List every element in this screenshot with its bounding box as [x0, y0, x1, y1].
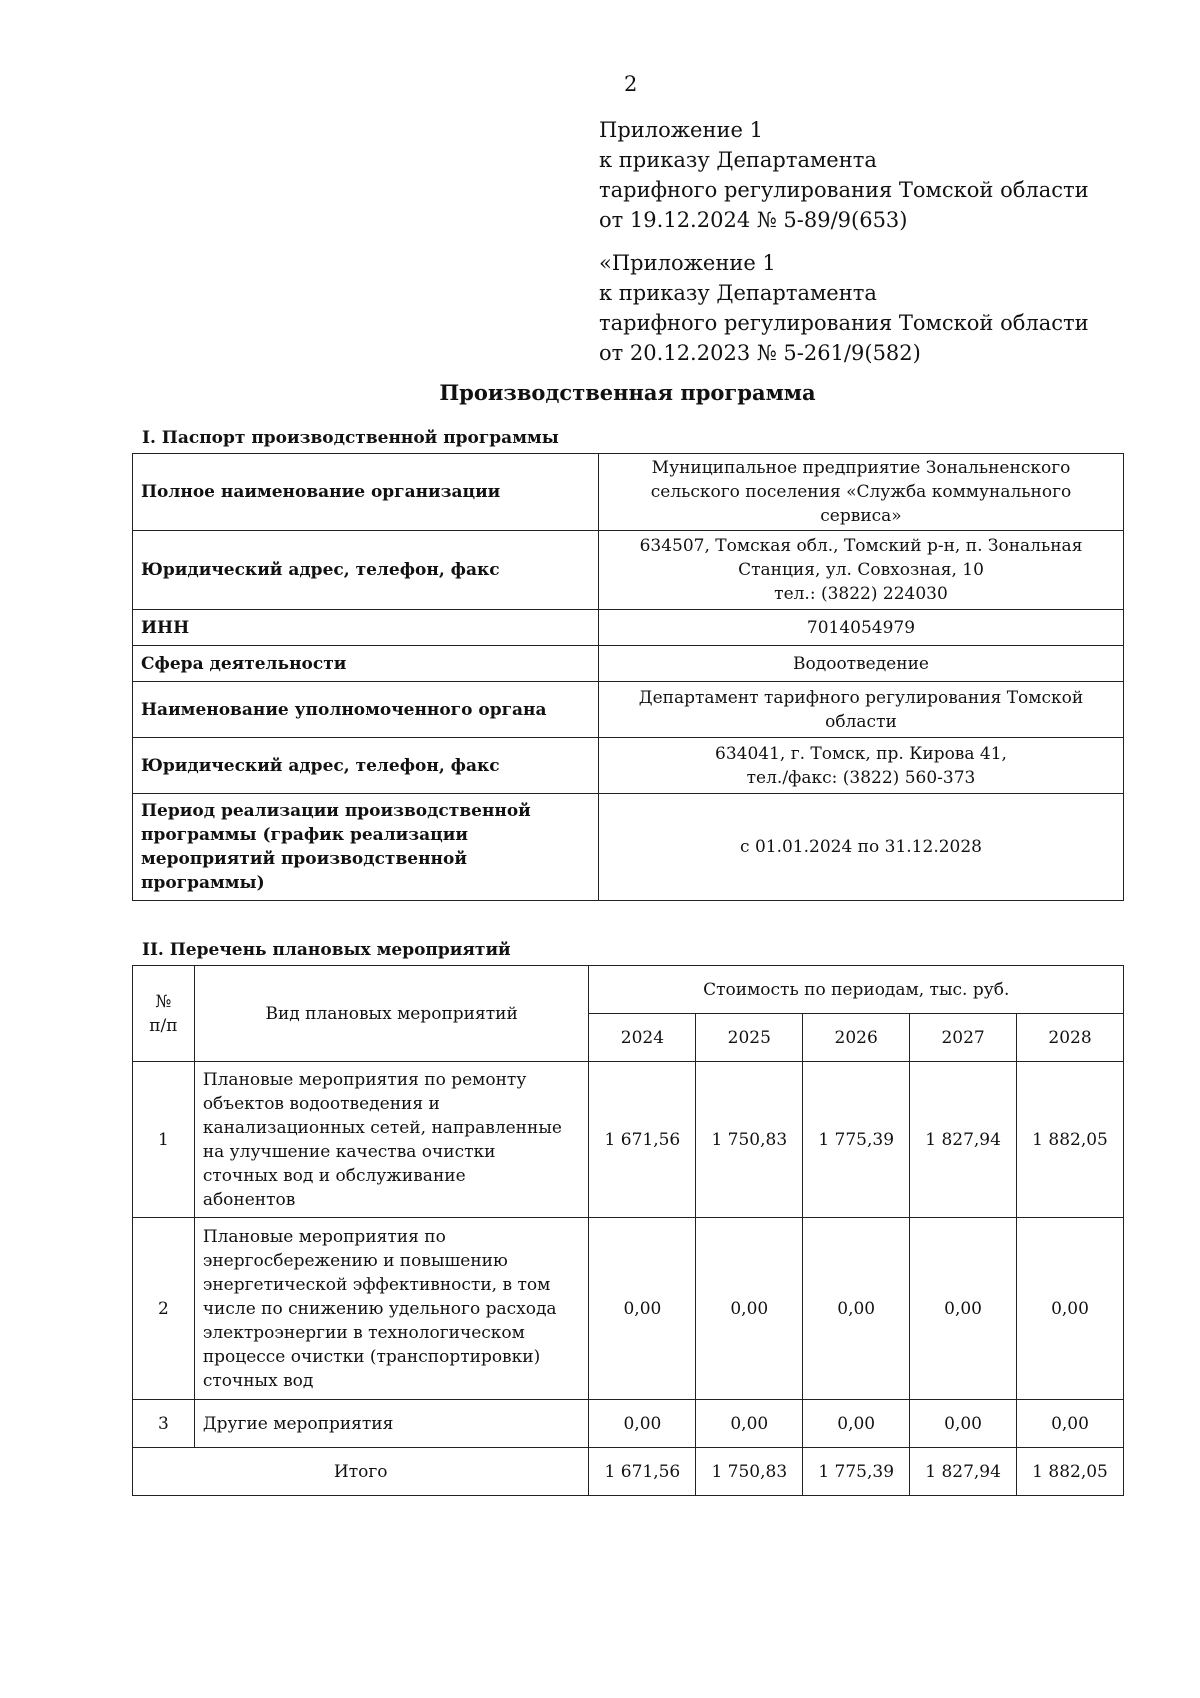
row-value — [599, 682, 1124, 738]
value-line: тел./факс: (3822) 560-373 — [746, 767, 976, 788]
value-line: 7014054979 — [806, 617, 916, 638]
appendix-line: к приказу Департамента — [599, 281, 877, 305]
row-number: 2 — [133, 1218, 195, 1400]
value-line: с 01.01.2024 по 31.12.2028 — [740, 837, 982, 857]
year-header: 2028 — [1017, 1014, 1124, 1062]
total-label: Итого — [133, 1448, 589, 1496]
desc-line: энергетической эффективности, в том — [202, 1274, 551, 1295]
table-row — [133, 646, 1124, 682]
value-line: Департамент тарифного регулирования Томской — [638, 687, 1084, 708]
appendix-line: тарифного регулирования Томской области — [599, 311, 1089, 335]
cost-value: 0,00 — [910, 1400, 1017, 1448]
value-line: сервиса» — [820, 506, 902, 526]
label-line: Период реализации производственной — [141, 801, 531, 821]
year-header: 2025 — [696, 1014, 803, 1062]
table-row — [133, 738, 1124, 794]
total-row — [133, 1448, 1124, 1496]
year-header: 2024 — [589, 1014, 696, 1062]
cost-value: 1 882,05 — [1017, 1062, 1124, 1218]
appendix-line: от 19.12.2024 № 5-89/9(653) — [599, 208, 908, 232]
table-row — [133, 531, 1124, 610]
passport-section-title: I. Паспорт производственной программы — [142, 428, 559, 448]
cost-value: 1 827,94 — [910, 1062, 1017, 1218]
cost-value: 1 775,39 — [803, 1062, 910, 1218]
value-line: 634041, г. Томск, пр. Кирова 41, — [715, 743, 1007, 764]
value-line: области — [825, 711, 897, 732]
cost-header: Стоимость по периодам, тыс. руб. — [589, 966, 1124, 1014]
cost-value: 0,00 — [803, 1218, 910, 1400]
value-line: Станция, ул. Совхозная, 10 — [738, 560, 984, 580]
cost-value: 1 671,56 — [589, 1062, 696, 1218]
header-line: п/п — [149, 1015, 178, 1036]
total-value: 1 671,56 — [589, 1448, 696, 1496]
appendix-line: к приказу Департамента — [599, 148, 877, 172]
cost-value: 0,00 — [1017, 1218, 1124, 1400]
row-label: Юридический адрес, телефон, факс — [133, 531, 599, 610]
appendix-line: тарифного регулирования Томской области — [599, 178, 1089, 202]
row-number: 3 — [133, 1400, 195, 1448]
label-line: мероприятий производственной — [141, 849, 467, 869]
year-header: 2027 — [910, 1014, 1017, 1062]
row-value — [599, 610, 1124, 646]
year-header: 2026 — [803, 1014, 910, 1062]
value-line: Муниципальное предприятие Зональненского — [651, 458, 1071, 478]
appendix-line: Приложение 1 — [599, 118, 763, 142]
row-value — [599, 531, 1124, 610]
total-value: 1 750,83 — [696, 1448, 803, 1496]
value-line: сельского поселения «Служба коммунального — [650, 482, 1072, 502]
measures-table — [132, 965, 1124, 1496]
value-line: Водоотведение — [793, 653, 929, 674]
table-row — [133, 682, 1124, 738]
cost-value: 0,00 — [1017, 1400, 1124, 1448]
row-label: Полное наименование организации — [133, 454, 599, 531]
table-row — [133, 1062, 1124, 1218]
cost-value: 0,00 — [589, 1400, 696, 1448]
appendix-line: от 20.12.2023 № 5-261/9(582) — [599, 341, 921, 365]
row-description — [194, 1062, 589, 1218]
document-title: Производственная программа — [439, 380, 816, 405]
value-line: тел.: (3822) 224030 — [774, 584, 948, 604]
total-value: 1 775,39 — [803, 1448, 910, 1496]
desc-line: энергосбережению и повышению — [202, 1250, 508, 1271]
table-row — [133, 1218, 1124, 1400]
total-value: 1 827,94 — [910, 1448, 1017, 1496]
measures-section-title: II. Перечень плановых мероприятий — [142, 940, 511, 960]
desc-line: процессе очистки (транспортировки) — [202, 1346, 541, 1367]
desc-line: сточных вод и обслуживание — [202, 1165, 466, 1186]
num-header — [133, 966, 195, 1062]
header-line: № — [155, 991, 172, 1012]
desc-line: на улучшение качества очистки — [202, 1141, 496, 1162]
cost-value: 0,00 — [696, 1400, 803, 1448]
cost-value: 0,00 — [803, 1400, 910, 1448]
row-number: 1 — [133, 1062, 195, 1218]
appendix-previous — [599, 248, 1089, 368]
row-value — [599, 794, 1124, 901]
cost-value: 0,00 — [696, 1218, 803, 1400]
appendix-line: «Приложение 1 — [599, 251, 776, 275]
table-row — [133, 610, 1124, 646]
page-number: 2 — [624, 72, 638, 96]
row-label: Юридический адрес, телефон, факс — [133, 738, 599, 794]
passport-table — [132, 453, 1124, 901]
table-row — [133, 794, 1124, 901]
cost-value: 1 750,83 — [696, 1062, 803, 1218]
desc-line: Другие мероприятия — [202, 1413, 394, 1434]
desc-line: объектов водоотведения и — [202, 1093, 440, 1114]
table-row — [133, 454, 1124, 531]
value-line: 634507, Томская обл., Томский р-н, п. Зональная — [639, 536, 1083, 556]
label-line: программы) — [141, 873, 265, 893]
row-value — [599, 738, 1124, 794]
row-label — [133, 794, 599, 901]
desc-line: Плановые мероприятия по ремонту — [202, 1069, 527, 1090]
row-label: ИНН — [133, 610, 599, 646]
cost-value: 0,00 — [910, 1218, 1017, 1400]
row-label: Наименование уполномоченного органа — [133, 682, 599, 738]
row-description — [194, 1400, 589, 1448]
desc-line: сточных вод — [202, 1370, 314, 1391]
appendix-current — [599, 115, 1089, 235]
table-row — [133, 1400, 1124, 1448]
header-row — [133, 966, 1124, 1014]
row-label: Сфера деятельности — [133, 646, 599, 682]
desc-line: числе по снижению удельного расхода — [202, 1298, 557, 1319]
desc-line: канализационных сетей, направленные — [202, 1117, 562, 1138]
row-value — [599, 646, 1124, 682]
desc-line: Плановые мероприятия по — [202, 1226, 446, 1247]
cost-value: 0,00 — [589, 1218, 696, 1400]
desc-line: электроэнергии в технологическом — [202, 1322, 525, 1343]
desc-line: абонентов — [202, 1189, 296, 1210]
total-value: 1 882,05 — [1017, 1448, 1124, 1496]
row-description — [194, 1218, 589, 1400]
type-header: Вид плановых мероприятий — [194, 966, 589, 1062]
row-value — [599, 454, 1124, 531]
label-line: программы (график реализации — [141, 825, 468, 845]
